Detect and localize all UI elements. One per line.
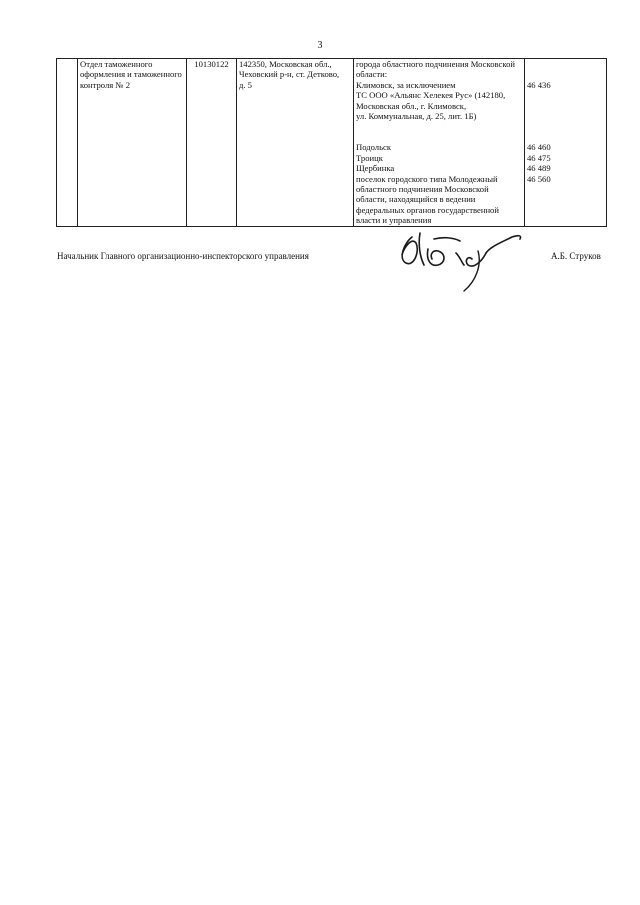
department-cell <box>78 59 187 227</box>
territory-molodezhny: области, находящийся в ведении <box>356 194 476 205</box>
territory-klimovsk: Климовск, за исключением <box>356 79 456 90</box>
okato-klimovsk: 46 436 <box>527 79 551 90</box>
department-line: контроля № 2 <box>80 79 131 90</box>
spacer <box>356 121 522 142</box>
okato-cell <box>525 59 607 227</box>
territory-molodezhny: власти и управления <box>356 215 432 226</box>
territory-molodezhny: федеральных органов государственной <box>356 204 499 215</box>
territory-header: города областного подчинения Московской <box>356 59 515 69</box>
signatory-position: Начальник Главного организационно-инспекторского управления <box>57 251 309 261</box>
territory-molodezhny: поселок городского типа Молодежный <box>356 173 498 184</box>
address-cell <box>237 59 354 227</box>
okato-podolsk: 46 460 <box>527 142 551 153</box>
territory-troitsk: Троицк <box>356 152 383 163</box>
blank-cell <box>57 59 78 227</box>
signature-icon <box>390 225 540 295</box>
spacer <box>527 101 604 111</box>
department-line: оформления и таможенного <box>80 69 182 80</box>
address-line: 142350, Московская обл., <box>239 59 332 69</box>
territory-klimovsk: ТС ООО «Альянс Хелекея Рус» (142180, <box>356 90 506 101</box>
territory-podolsk: Подольск <box>356 142 392 153</box>
department-line: Отдел таможенного <box>80 59 153 69</box>
okato-shcherbinka: 46 489 <box>527 163 551 174</box>
territory-shcherbinka: Щербинка <box>356 163 395 174</box>
spacer <box>527 121 604 142</box>
signatory-name: А.Б. Струков <box>551 251 601 261</box>
okato-troitsk: 46 475 <box>527 152 551 163</box>
territory-header: области: <box>356 69 388 80</box>
territory-cell <box>354 59 525 227</box>
spacer <box>527 69 604 79</box>
spacer <box>527 90 604 100</box>
spacer <box>527 111 604 121</box>
customs-code: 10130122 <box>194 59 229 69</box>
address-line: Чеховский р-н, ст. Детково, <box>239 69 340 80</box>
customs-table <box>56 58 607 227</box>
territory-klimovsk: ул. Коммунальная, д. 25, лит. 1Б) <box>356 111 477 122</box>
territory-molodezhny: областного подчинения Московской <box>356 184 489 195</box>
spacer <box>527 59 604 69</box>
table-row <box>57 59 607 227</box>
address-line: д. 5 <box>239 79 252 90</box>
page-number: 3 <box>317 40 323 51</box>
territory-klimovsk: Московская обл., г. Климовск, <box>356 100 467 111</box>
okato-molodezhny: 46 560 <box>527 173 551 184</box>
code-cell <box>187 59 237 227</box>
